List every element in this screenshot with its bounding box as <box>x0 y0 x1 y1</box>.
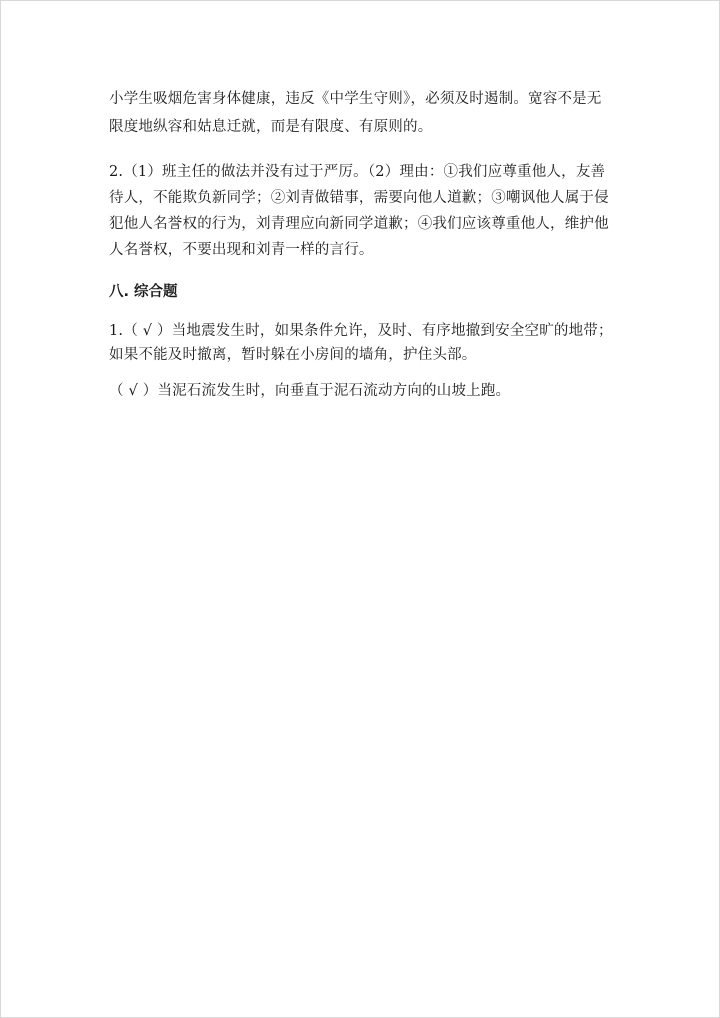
answer-mudslide <box>109 379 617 403</box>
answer-earthquake <box>109 319 617 367</box>
text-line: （ √ ）当泥石流发生时，向垂直于泥石流动方向的山坡上跑。 <box>109 383 511 399</box>
text-line: 如果不能及时撤离，暂时躲在小房间的墙角，护住头部。 <box>109 347 477 363</box>
paragraph-tolerance <box>109 85 617 141</box>
text-line: 小学生吸烟危害身体健康，违反《中学生守则》，必须及时遏制。宽容不是无 <box>109 91 602 107</box>
paragraph-answer-2 <box>109 159 617 263</box>
document-content <box>109 85 617 403</box>
text-line: 限度地纵容和姑息迁就，而是有限度、有原则的。 <box>109 119 433 135</box>
text-line: 人名誉权，不要出现和刘青一样的言行。 <box>109 242 374 258</box>
text-line: 待人，不能欺负新同学；②刘青做错事，需要向他人道歉；③嘲讽他人属于侵 <box>109 190 609 206</box>
section-heading: 八. 综合题 <box>109 284 178 300</box>
text-line: 1.（ √ ）当地震发生时，如果条件允许，及时、有序地撤到安全空旷的地带； <box>109 323 613 339</box>
text-line: 犯他人名誉权的行为，刘青理应向新同学道歉；④我们应该尊重他人，维护他 <box>109 216 609 232</box>
text-line: 2.（1）班主任的做法并没有过于严厉。（2）理由：①我们应尊重他人，友善 <box>109 164 606 180</box>
